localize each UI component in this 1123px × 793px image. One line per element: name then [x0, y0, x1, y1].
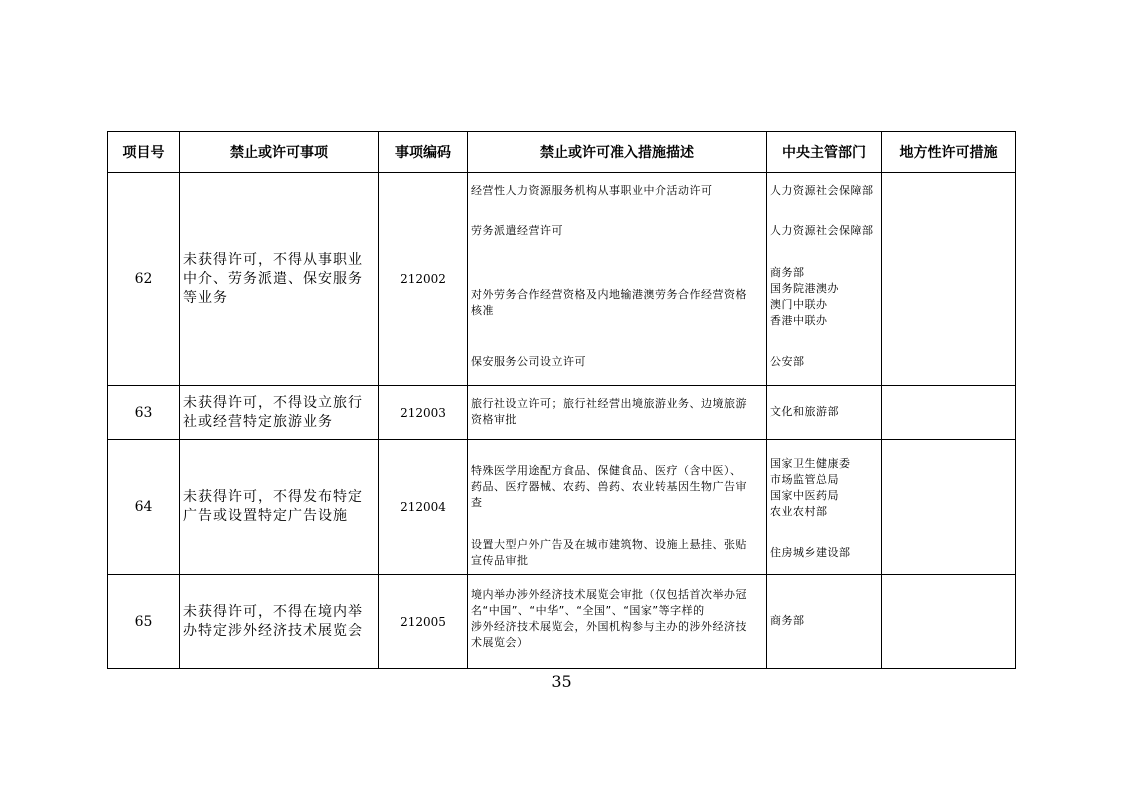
- description-cell: [468, 386, 767, 440]
- header-local-measure: 地方性许可措施: [882, 132, 1016, 173]
- department-line: 人力资源社会保障部: [770, 224, 874, 237]
- department-line: 住房城乡建设部: [770, 546, 851, 559]
- description-line: 涉外经济技术展览会，外国机构参与主办的涉外经济技: [471, 620, 747, 633]
- description-line: 劳务派遣经营许可: [471, 224, 563, 237]
- page-number: 35: [551, 672, 572, 691]
- header-description: 禁止或许可准入措施描述: [468, 132, 767, 173]
- description-line: 设置大型户外广告及在城市建筑物、设施上悬挂、张贴: [471, 538, 747, 551]
- department-line: 香港中联办: [770, 314, 828, 327]
- description-line: 核准: [471, 304, 494, 317]
- header-code: 事项编码: [379, 132, 468, 173]
- description-line: 对外劳务合作经营资格及内地输港澳劳务合作经营资格: [471, 288, 747, 301]
- description-line: 保安服务公司设立许可: [471, 355, 586, 368]
- description-line: 特殊医学用途配方食品、保健食品、医疗（含中医）、: [471, 464, 742, 477]
- item-code: 212004: [379, 440, 468, 575]
- table-row: [108, 440, 1016, 575]
- local-measure-cell: [882, 575, 1016, 669]
- department-cell: [767, 386, 882, 440]
- description-cell: [468, 575, 767, 669]
- department-cell: [767, 173, 882, 386]
- item-text: 未获得许可，不得发布特定广告或设置特定广告设施: [180, 440, 379, 575]
- local-measure-cell: [882, 440, 1016, 575]
- description-line: 查: [471, 496, 483, 509]
- header-row: [108, 132, 1016, 173]
- description-line: 宣传品审批: [471, 554, 529, 567]
- department-line: 商务部: [770, 266, 805, 279]
- item-number: 63: [108, 386, 180, 440]
- item-code: 212002: [379, 173, 468, 386]
- department-line: 澳门中联办: [770, 298, 828, 311]
- department-line: 国务院港澳办: [770, 282, 839, 295]
- item-text: 未获得许可，不得从事职业中介、劳务派遣、保安服务等业务: [180, 173, 379, 386]
- description-line: 药品、医疗器械、农药、兽药、农业转基因生物广告审: [471, 480, 747, 493]
- department-cell: [767, 440, 882, 575]
- table-row: [108, 173, 1016, 386]
- description-line: 境内举办涉外经济技术展览会审批（仅包括首次举办冠: [471, 588, 747, 601]
- local-measure-cell: [882, 386, 1016, 440]
- table-row: [108, 386, 1016, 440]
- description-line: 术展览会）: [471, 636, 529, 649]
- description-line: 旅行社设立许可；旅行社经营出境旅游业务、边境旅游: [471, 397, 747, 410]
- department-line: 农业农村部: [770, 505, 828, 518]
- item-number: 64: [108, 440, 180, 575]
- header-item: 禁止或许可事项: [180, 132, 379, 173]
- description-line: 资格审批: [471, 413, 517, 426]
- department-cell: [767, 575, 882, 669]
- description-cell: [468, 173, 767, 386]
- department-line: 文化和旅游部: [770, 405, 839, 418]
- description-line: 名“中国”、“中华”、“全国”、“国家”等字样的: [471, 604, 705, 617]
- market-access-table: [107, 131, 1016, 669]
- header-item-number: 项目号: [108, 132, 180, 173]
- department-line: 国家卫生健康委: [770, 457, 851, 470]
- item-number: 65: [108, 575, 180, 669]
- item-text: 未获得许可，不得设立旅行社或经营特定旅游业务: [180, 386, 379, 440]
- item-text: 未获得许可，不得在境内举办特定涉外经济技术展览会: [180, 575, 379, 669]
- description-cell: [468, 440, 767, 575]
- department-line: 商务部: [770, 614, 805, 627]
- header-department: 中央主管部门: [767, 132, 882, 173]
- department-line: 市场监管总局: [770, 473, 839, 486]
- department-line: 公安部: [770, 355, 805, 368]
- table-row: [108, 575, 1016, 669]
- department-line: 国家中医药局: [770, 489, 839, 502]
- item-number: 62: [108, 173, 180, 386]
- description-line: 经营性人力资源服务机构从事职业中介活动许可: [471, 184, 713, 197]
- local-measure-cell: [882, 173, 1016, 386]
- item-code: 212005: [379, 575, 468, 669]
- item-code: 212003: [379, 386, 468, 440]
- department-line: 人力资源社会保障部: [770, 184, 874, 197]
